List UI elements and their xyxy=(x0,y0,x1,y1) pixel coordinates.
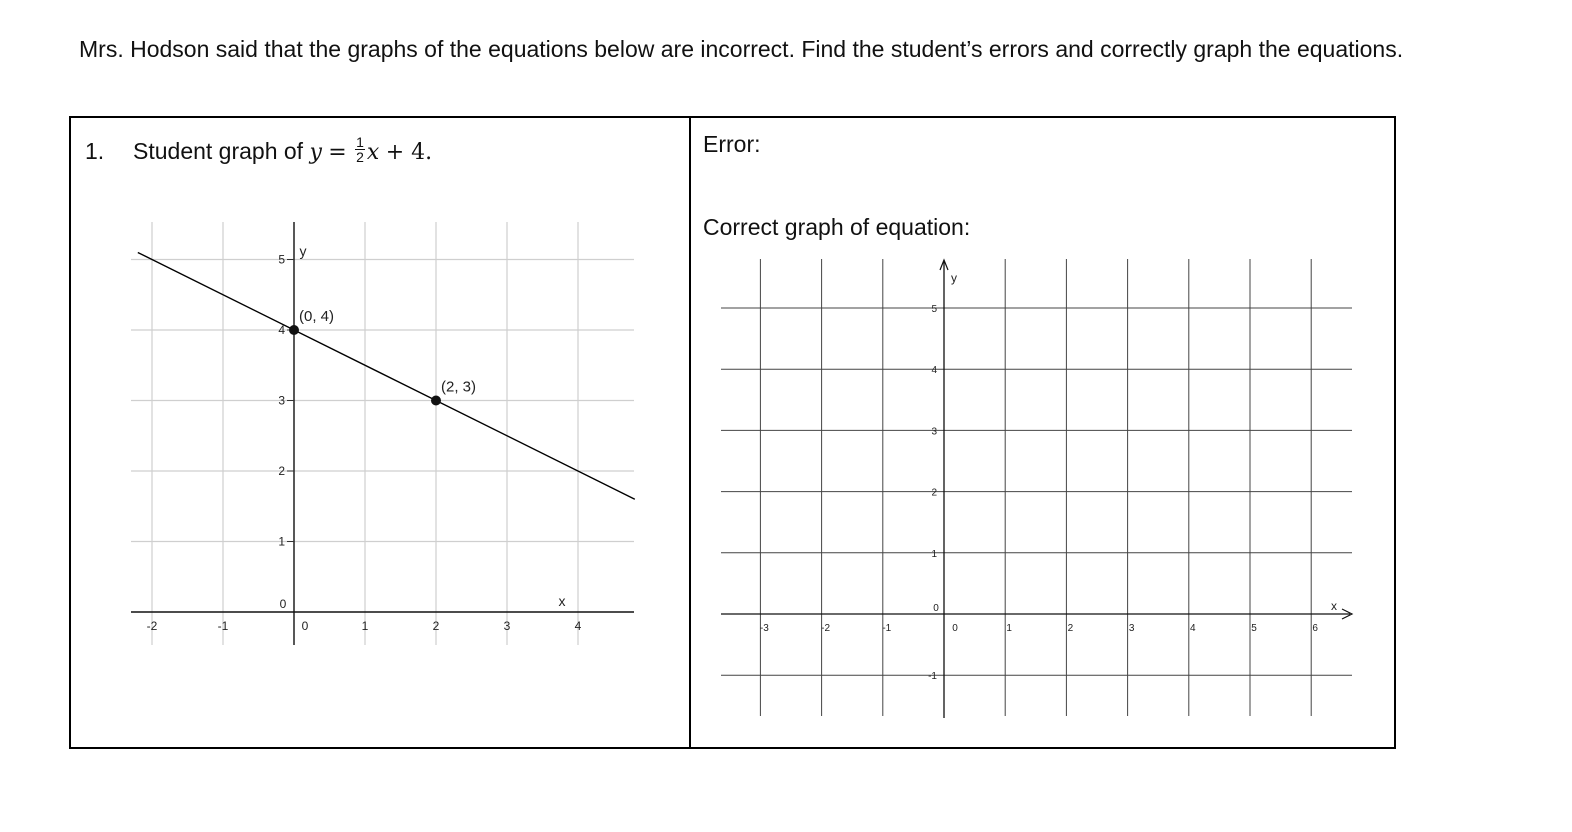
y-tick-label: 2 xyxy=(278,464,285,478)
student-line xyxy=(138,252,635,499)
y-tick-label: 4 xyxy=(278,323,285,337)
x-tick-label: -3 xyxy=(759,623,769,634)
y-tick-label: 5 xyxy=(931,304,937,315)
y-tick-label: 1 xyxy=(931,548,937,560)
y-tick-label: 2 xyxy=(931,487,937,499)
x-tick-label: 1 xyxy=(1006,623,1012,634)
x-tick-label: -1 xyxy=(217,619,229,633)
y-tick-label: 0 xyxy=(933,603,939,614)
eq-rest: + 4. xyxy=(385,140,433,165)
x-tick-label: 0 xyxy=(952,623,958,634)
x-axis-label: x xyxy=(558,593,566,609)
problem-prefix: Student graph of xyxy=(133,138,304,164)
point-label: (0, 4) xyxy=(299,308,335,325)
x-tick-label: -2 xyxy=(821,623,831,634)
x-tick-label: 2 xyxy=(432,619,440,633)
x-tick-label: 5 xyxy=(1251,623,1257,634)
eq-y: y xyxy=(309,140,322,165)
y-tick-label: 1 xyxy=(278,534,285,549)
x-tick-label: 3 xyxy=(503,619,511,633)
y-tick-label: 5 xyxy=(278,252,285,267)
x-tick-label: 6 xyxy=(1312,623,1318,634)
x-tick-label: 1 xyxy=(361,619,369,633)
eq-x: x xyxy=(366,140,380,165)
y-axis-label: y xyxy=(299,243,307,259)
x-tick-label: -2 xyxy=(146,619,158,633)
plotted-point xyxy=(289,325,299,335)
eq-equals: = xyxy=(328,140,347,165)
fraction-numerator: 1 xyxy=(356,134,364,151)
y-axis-label: y xyxy=(951,271,957,285)
plotted-point xyxy=(431,396,441,406)
x-axis-label: x xyxy=(1331,599,1337,613)
problem-number: 1. xyxy=(85,138,105,164)
correct-graph-label: Correct graph of equation: xyxy=(703,214,971,240)
y-tick-label: 0 xyxy=(279,597,287,611)
point-label: (2, 3) xyxy=(441,378,477,396)
y-tick-label: 3 xyxy=(278,393,285,408)
fraction-denominator: 2 xyxy=(356,149,364,166)
x-tick-label: 3 xyxy=(1128,623,1135,634)
y-tick-label: 3 xyxy=(931,426,937,438)
x-tick-label: 4 xyxy=(1190,623,1196,634)
error-label: Error: xyxy=(703,131,761,157)
x-tick-label: 0 xyxy=(301,619,309,633)
y-tick-label: 4 xyxy=(931,365,937,377)
x-tick-label: 2 xyxy=(1067,623,1074,634)
y-tick-label: -1 xyxy=(928,671,937,683)
x-tick-label: -1 xyxy=(882,623,892,634)
instructions-text: Mrs. Hodson said that the graphs of the equations below are incorrect. Find the student’s errors and correctly graph the equations. xyxy=(79,36,1404,62)
x-tick-label: 4 xyxy=(574,619,582,633)
